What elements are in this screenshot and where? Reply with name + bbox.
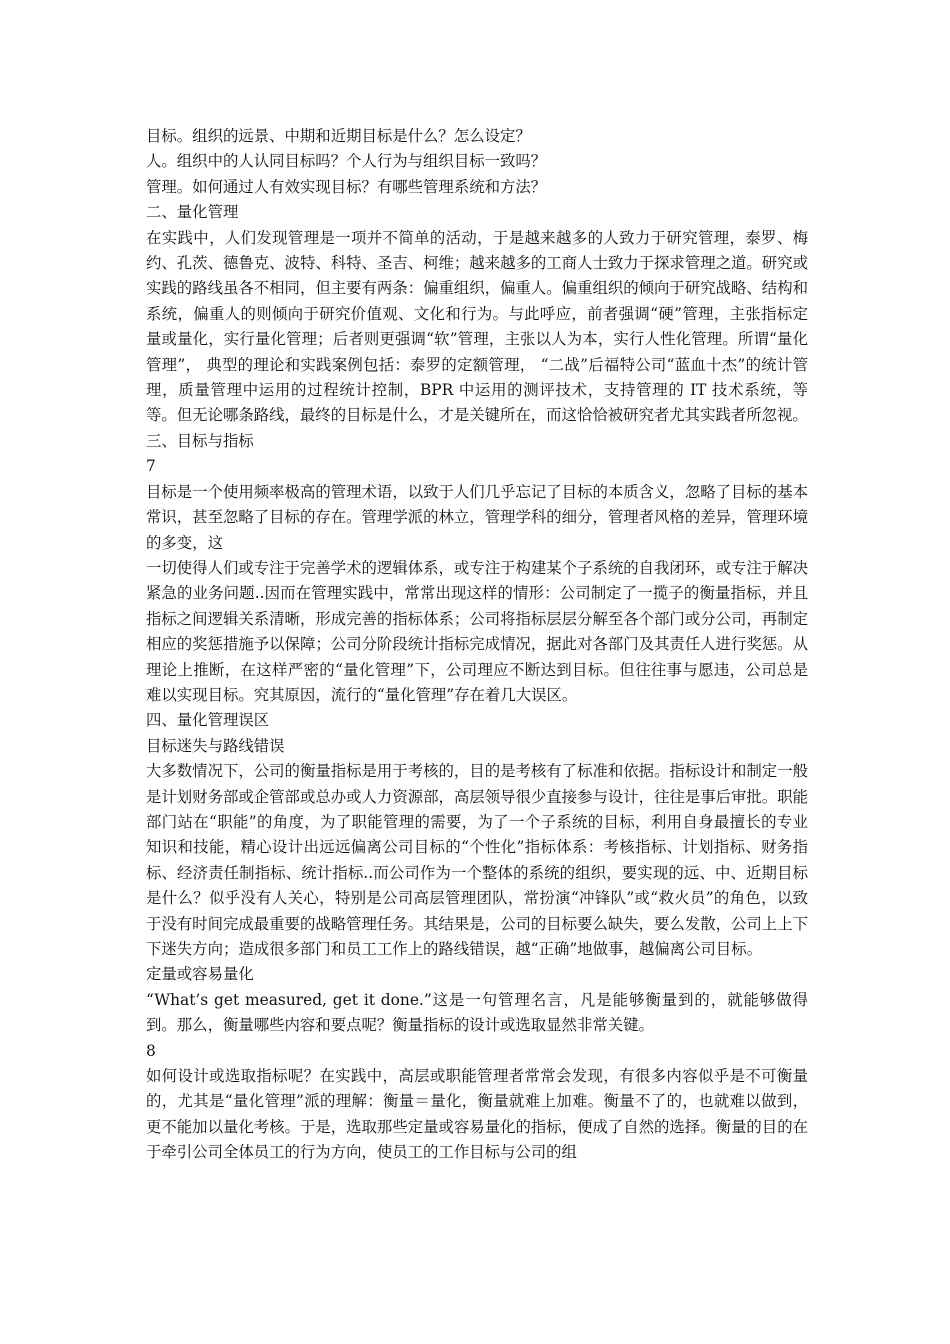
page-number-7: 7	[146, 457, 156, 476]
paragraph-most-cases: 大多数情况下，公司的衡量指标是用于考核的，目的是考核有了标准和依据。指标设计和制定一般是计划财务部或企管部或总办或人力资源部，高层领导很少直接参与设计，往往是事后审批。职能部门站在“职能”的角度，为了职能管理的需要，为了一个子系统的目标，利用自身最擅长的专业知识和技能，精心设计出远远偏离公司目标的“个性化”指标体系：考核指标、计划指标、财务指标、经济责任制指标、统计指标..而公司作为一个整体的系统的组织，要实现的远、中、近期目标是什么？似乎没有人关心，特别是公司高层管理团队，常扮演“冲锋队”或“救火员”的角色，以致于没有时间完成最重要的战略管理任务。其结果是，公司的目标要么缺失，要么发散，公司上上下下迷失方向；造成很多部门和员工工作上的路线错误，越“正确”地做事，越偏离公司目标。	[146, 762, 808, 958]
page-number-8: 8	[146, 1041, 156, 1060]
document-page	[146, 124, 808, 1166]
paragraph-how-design: 如何设计或选取指标呢？在实践中，高层或职能管理者常常会发现，有很多内容似乎是不可衡量的，尤其是“量化管理”派的理解：衡量＝量化，衡量就难上加难。衡量不了的，也就难以做到，更不能加以量化考核。于是，选取那些定量或容易量化的指标，便成了自然的选择。衡量的目的在于牵引公司全体员工的行为方向，使员工的工作目标与公司的组	[146, 1067, 808, 1162]
paragraph-goal-term: 目标是一个使用频率极高的管理术语，以致于人们几乎忘记了目标的本质含义，忽略了目标的基本常识，甚至忽略了目标的存在。管理学派的林立，管理学科的细分，管理者风格的差异，管理环境的多变，这	[146, 482, 808, 552]
people-question-line: 人。组织中的人认同目标吗？个人行为与组织目标一致吗？	[146, 152, 547, 171]
section-heading-misconceptions: 四、量化管理误区	[146, 711, 270, 730]
paragraph-in-practice: 在实践中，人们发现管理是一项并不简单的活动，于是越来越多的人致力于研究管理，泰罗、梅约、孔茨、德鲁克、波特、科特、圣吉、柯维；越来越多的工商人士致力于探求管理之道。研究或实践的路线虽各不相同，但主要有两条：偏重组织，偏重人。偏重组织的倾向于研究战略、结构和系统，偏重人的则倾向于研究价值观、文化和行为。与此呼应，前者强调“硬”管理，主张指标定量或量化，实行量化管理；后者则更强调“软”管理，主张以人为本，实行人性化管理。所谓“量化管理”， 典型的理论和实践案例包括：泰罗的定额管理， “二战”后福特公司“蓝血十杰”的统计管理，质量管理中运用的过程统计控制，BPR 中运用的测评技术，支持管理的 IT 技术系统，等等。但无论哪条路线，最终的目标是什么，才是关键所在，而这恰恰被研究者尤其实践者所忽视。	[146, 228, 808, 425]
subheading-quantifiable: 定量或容易量化	[146, 965, 254, 984]
paragraph-whats-measured: “What’s get measured, get it done.”这是一句管理名言，凡是能够衡量到的，就能够做得到。那么，衡量哪些内容和要点呢？衡量指标的设计或选取显然非常关键。	[146, 990, 808, 1035]
management-question-line: 管理。如何通过人有效实现目标？有哪些管理系统和方法？	[146, 177, 547, 196]
goal-question-line: 目标。组织的远景、中期和近期目标是什么？怎么设定？	[146, 127, 531, 145]
subheading-goal-lost: 目标迷失与路线错误	[146, 736, 285, 755]
section-heading-goals-and-indicators: 三、目标与指标	[146, 431, 254, 450]
paragraph-all-this: 一切使得人们或专注于完善学术的逻辑体系，或专注于构建某个子系统的自我闭环，或专注于解决紧急的业务问题..因而在管理实践中，常常出现这样的情形：公司制定了一揽子的衡量指标，并且指标之间逻辑关系清晰，形成完善的指标体系；公司将指标层层分解至各个部门或分公司，再制定相应的奖惩措施予以保障；公司分阶段统计指标完成情况，据此对各部门及其责任人进行奖惩。从理论上推断，在这样严密的“量化管理”下，公司理应不断达到目标。但往往事与愿违，公司总是难以实现目标。究其原因，流行的“量化管理”存在着几大误区。	[146, 558, 808, 704]
section-heading-quantitative-management: 二、量化管理	[146, 203, 239, 222]
